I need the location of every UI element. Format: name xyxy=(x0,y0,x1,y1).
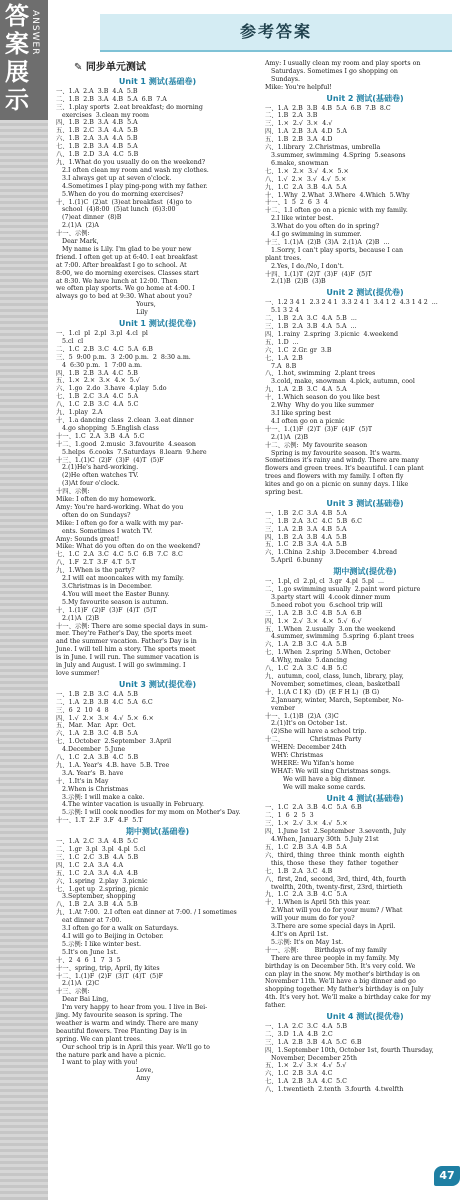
answer-line: friend. I often get up at 6:40. I eat breakfast xyxy=(56,253,198,261)
answer-line: love summer! xyxy=(56,669,100,677)
answer-line: 二、1.go swimming usually 2.paint word picture xyxy=(265,586,421,593)
answer-line: 4.Why, make 5.dancing xyxy=(265,657,348,665)
answer-line: 五、1.D ... xyxy=(265,338,299,346)
answer-line: 十三、1.(1)C (2)F (3)F (4)T (5)F xyxy=(56,456,164,464)
answer-line: 一、1.B 2.B 3.C 4.A 5.B xyxy=(56,690,138,698)
answer-line: 九、1.A 2.B 3.C 4.A 5.A xyxy=(265,386,347,394)
section-title: ✎ 同步单元测试 xyxy=(74,62,146,73)
answer-line: 5.April 6.bunny xyxy=(265,557,323,565)
right-blocks xyxy=(265,60,465,1094)
answer-line: 五、1.C 2.B 3.A 4.B 5.A xyxy=(265,844,347,851)
answer-line: beautiful flowers. Tree Planting Day is in xyxy=(56,1027,187,1035)
answer-line: 十、2 4 6 1 7 3 5 xyxy=(56,956,121,964)
answer-line: 3.Christmas is in December. xyxy=(56,583,153,590)
answer-line: 七、1.B 2.C 3.A 4.C 5.A xyxy=(56,393,139,401)
answer-line: We will have a big dinner. xyxy=(265,775,366,783)
answer-line: 7.A 8.B xyxy=(265,362,297,370)
answer-line: 8:00, we do morning exercises. Classes start xyxy=(56,269,199,277)
answer-line: 四、1.C 2.A 3.A 4.A xyxy=(56,861,124,869)
answer-line: 三、1.× 2.√ 3.× 4.√ xyxy=(265,120,333,128)
unit-title: Unit 2 测试(提优卷) xyxy=(326,288,404,298)
page-number: 47 xyxy=(434,1166,460,1186)
answer-line: 九、1.C 2.A 3.B 4.C 5.A xyxy=(265,891,348,899)
answer-line: 2.(1)It's on October 1st. xyxy=(265,720,348,728)
answer-line: 二、1.B 2.A 3.C 4.A 5.B ... xyxy=(265,315,357,323)
answer-line: 4.It's on April 1st. xyxy=(265,930,329,938)
answer-line: 十一、1.T 2.F 3.F 4.F 5.T xyxy=(56,817,143,825)
answer-line: 十一、1.(1)F (2)T (3)F (4)F (5)T xyxy=(265,425,373,433)
answer-line: vember xyxy=(265,704,296,712)
answer-line: 八、1.C 2.B 3.C 4.A 5.C xyxy=(56,401,139,409)
answer-line: 1.Sorry, I can't play sports, because I can xyxy=(265,246,404,254)
answer-line: 一、1.A 2.A 3.B 4.A 5.B xyxy=(56,87,138,95)
answer-line: 三、6 2 10 4 8 xyxy=(56,706,109,714)
answer-line: Mike: I often do my homework. xyxy=(56,496,156,504)
answer-line: 4 6:30 p.m. 1 7:00 a.m. xyxy=(56,361,143,369)
answer-line: 一、1.B 2.C 3.A 4.B 5.A xyxy=(265,509,347,517)
answer-line: 五、1.B 2.C 3.A 4.A 5.B xyxy=(56,127,138,135)
answer-line: Sundays. xyxy=(265,75,301,83)
answer-line: 七、1.C 2.A 3.C 4.C 5.C 6.B 7.C 8.C xyxy=(56,551,183,559)
answer-line: 二、1.C 2.B 3.C 4.C 5.A 6.B xyxy=(56,345,153,353)
answer-line: 十三、1.(1)A (2)B (3)A 2.(1)A (2)B ... xyxy=(265,238,390,246)
answer-line: 5.示例: I will cook noodles for my mom on Mother's Day. xyxy=(56,809,241,817)
answer-line: 四、1.rainy 2.spring 3.picnic 4.weekend xyxy=(265,330,399,338)
answer-line: 十、1.Why 2.What 3.Where 4.Which 5.Why xyxy=(265,191,410,199)
answer-line: (7)eat dinner (8)B xyxy=(56,214,122,222)
answer-line: 六、1.C 2.B 3.A 4.C xyxy=(265,1070,333,1078)
answer-line: 十一、示例: Birthdays of my family xyxy=(265,946,387,954)
unit-title: Unit 2 测试(基础卷) xyxy=(326,93,404,103)
answer-line: I want to play with you! xyxy=(56,1059,138,1067)
answer-line: Spring is my favourite season. It's warm. xyxy=(265,449,402,457)
answer-line: 九、1.What do you usually do on the weekend? xyxy=(56,158,206,166)
answer-line: jing. My favourite season is spring. The xyxy=(56,1012,183,1020)
answer-line: 5.1 3 2 4 xyxy=(265,307,300,315)
answer-line: 十一、示例: xyxy=(56,230,90,238)
answer-line: I'm very happy to hear from you. I live in Bei- xyxy=(56,1004,208,1012)
answer-line: WHY: Christmas xyxy=(265,752,324,760)
answer-line: spring. We can plant trees. xyxy=(56,1035,143,1043)
answer-line: 十、1.When is April 5th this year. xyxy=(265,899,371,907)
answer-line: twelfth, 20th, twenty-first, 23rd, thirtieth xyxy=(265,883,403,891)
answer-line: Mike: You're helpful! xyxy=(265,83,332,91)
answer-line: Dear Mark, xyxy=(56,238,99,246)
answer-line: 三、1.B 2.A 3.B 4.A 5.A ... xyxy=(265,323,357,330)
answer-line: 三、1.A 2.B 3.C 4.B 5.A 6.B xyxy=(265,609,362,617)
answer-line: at 7:00. After breakfast I go to school. At xyxy=(56,261,187,269)
answer-line: 2.(1)A (2)B xyxy=(265,433,309,441)
answer-line: 八、1.F 2.T 3.F 4.T 5.T xyxy=(56,559,136,567)
answer-line: eat dinner at 7:00. xyxy=(56,917,122,925)
answer-line: 5.示例: It's on May 1st. xyxy=(265,938,344,946)
answer-line: 八、1.B 2.A 3.B 4.A 5.B xyxy=(56,901,138,909)
answer-line: 2.I will eat mooncakes with my family. xyxy=(56,575,184,583)
answer-line: 四、1.√ 2.× 3.× 4.√ 5.× 6.× xyxy=(56,714,154,722)
answer-line: 七、1.B 2.A 3.C 4.B xyxy=(265,867,333,875)
answer-line: 十二、1.good 2.music 3.favourite 4.season xyxy=(56,440,196,448)
answer-line: November, December 25th xyxy=(265,1054,358,1062)
answer-line: always go to bed at 9:30. What about you? xyxy=(56,293,192,301)
answer-line: 2.Why Why do you like summer xyxy=(265,402,374,410)
answer-line: 4.The winter vacation is usually in February. xyxy=(56,801,205,809)
answer-line: 一、1.A 2.C 3.A 4.B 5.C xyxy=(56,838,139,846)
answer-line: 九、1.A. Year's 4.B. have 5.B. Tree xyxy=(56,761,170,769)
unit-title: Unit 1 测试(提优卷) xyxy=(118,319,197,329)
pencil-icon: ✎ xyxy=(74,62,86,73)
answer-line: and the summer vacation. Father's Day is in xyxy=(56,638,197,646)
page-banner xyxy=(100,14,452,52)
answer-line: in July and August. I will go swimming. I xyxy=(56,662,186,670)
answer-line: 二、1.B 2.B 3.A 4.B 5.A 6.B 7.A xyxy=(56,95,167,103)
answer-line: 四、1.× 2.√ 3.× 4.× 5.√ 6.√ xyxy=(265,617,362,625)
answer-line: We will make some cards. xyxy=(265,783,366,791)
answer-line: 3.There are some special days in April. xyxy=(265,923,396,931)
answer-line: 十二、 Christmas Party xyxy=(265,736,362,744)
answer-line: 五、1.× 2.× 3.× 4.× 5.√ xyxy=(56,377,140,385)
banner-title: 参考答案 xyxy=(239,22,312,41)
answer-line: 五、1.C 2.A 3.A 4.A 4.B xyxy=(56,869,138,877)
answer-line: 八、1.C 2.A 3.C 4.B 5.C xyxy=(265,665,348,673)
unit-title: Unit 3 测试(提优卷) xyxy=(118,679,197,689)
answer-line: Amy: You're hard-working. What do you xyxy=(56,503,184,511)
answer-line: 一、1.A 2.B 3.B 4.B 5.A 6.B 7.B 8.C xyxy=(265,104,391,112)
unit-title: 期中测试(提优卷) xyxy=(333,567,397,577)
answer-line: Lily xyxy=(56,309,148,317)
answer-line: 4.go shopping 5.English class xyxy=(56,424,159,432)
answer-line: 十、1.(1)C (2)at (3)eat breakfast (4)go to xyxy=(56,198,192,206)
answer-line: 八、1.C 2.A 3.B 4.C 5.B xyxy=(56,754,139,762)
answer-line: 三、1.× 2.√ 3.× 4.√ 5.× xyxy=(265,820,348,828)
answer-line: 十一、1 5 2 6 3 4 xyxy=(265,199,328,207)
answer-line: 一、1.C 2.A 3.B 4.C 5.A 6.B xyxy=(265,804,362,812)
answer-line: 3.I often go for a walk on Saturdays. xyxy=(56,925,179,933)
answer-line: 2.(1)He's hard-working. xyxy=(56,464,139,472)
answer-line: the nature park and have a picnic. xyxy=(56,1051,166,1059)
answer-line: 四、1.June 1st 2.September 3.seventh, July xyxy=(265,828,406,836)
answer-line: 2.What will you do for your mum? / What xyxy=(265,907,403,915)
answer-line: 十四、1.(1)T (2)T (3)F (4)F (5)T xyxy=(265,270,372,278)
unit-title: Unit 4 测试(基础卷) xyxy=(326,793,404,803)
answer-line: Yours, xyxy=(56,301,156,309)
answer-line: 2.(1)A (2)B xyxy=(56,614,100,622)
answer-line: Amy xyxy=(56,1075,151,1083)
answer-line: 4.I go swimming in summer. xyxy=(265,231,362,239)
answer-line: 3.party start will 4.cook dinner mum xyxy=(265,593,391,601)
left-blocks xyxy=(56,78,259,1083)
answer-line: Amy: I usually clean my room and play sports on xyxy=(265,60,421,67)
answer-line: school (4)8:00 (5)at lunch (6)3:00 xyxy=(56,206,176,214)
answer-line: 3.What do you often do in spring? xyxy=(265,223,380,231)
answer-line: 4.When, January 30th 5.July 21st xyxy=(265,836,379,844)
answer-line: 二、1.B 2.A 3.C 4.C 5.B 6.C xyxy=(265,517,362,525)
answer-line: 七、1.A 2.B xyxy=(265,354,303,362)
answer-line: 十二、示例: My favourite season xyxy=(265,441,368,449)
answer-line: 2.Yes, I do./No, I don't. xyxy=(265,262,344,270)
answer-line: 一、1.cl pl 2.pl 3.pl 4.cl pl xyxy=(56,330,148,337)
answer-line: kites and go on a picnic on sunny days. I like xyxy=(265,481,409,489)
answer-line: 六、1.China 2.ship 3.December 4.bread xyxy=(265,549,397,557)
answer-line: ents. Sometimes I watch TV. xyxy=(56,527,153,535)
answer-line: 六、1.A 2.B 3.C 4.A 5.B xyxy=(265,641,347,649)
answer-line: 五、1.When 2.usually 3.on the weekend xyxy=(265,625,396,633)
left-column xyxy=(56,60,259,1083)
answer-line: My name is Lily. I'm glad to be your new xyxy=(56,245,192,253)
answer-line: 六、1.library 2.Christmas, umbrella xyxy=(265,144,381,152)
answer-line: 六、1.go 2.do 3.have 4.play 5.do xyxy=(56,385,167,393)
answer-line: 十二、1.(1)F (2)F (3)T (4)T (5)F xyxy=(56,972,164,980)
answer-line: 一、1.2 3 4 1 2.3 2 4 1 3.3 2 4 1 3.4 1 2 4.3 1 4 2 ... xyxy=(265,299,438,307)
answer-line: 3.I always get up at seven o'clock. xyxy=(56,174,172,182)
answer-line: we often play sports. We go home at 4:00. I xyxy=(56,285,195,293)
answer-line: 三、1.C 2.C 3.B 4.A 5.B xyxy=(56,853,139,861)
answer-line: Love, xyxy=(56,1067,154,1075)
answer-line: 5.cl cl xyxy=(56,337,84,345)
answer-line: 3.summer, swimming 4.Spring 5.seasons xyxy=(265,151,406,159)
answer-line: 十、1.(1)F (2)F (3)F (4)T (5)T xyxy=(56,606,157,614)
answer-line: 4.December 5.June xyxy=(56,746,126,754)
answer-line: birthday is on December 5th. It's very cold. We xyxy=(265,962,416,970)
answer-line: 2.(1)A (2)A xyxy=(56,222,99,230)
answer-line: Our school trip is in April this year. We'll go to xyxy=(56,1043,210,1051)
answer-line: 2.January, winter, March, September, No- xyxy=(265,696,404,704)
right-column xyxy=(265,60,465,1094)
answer-line: Dear Bai Ling, xyxy=(56,996,109,1004)
unit-title: Unit 3 测试(基础卷) xyxy=(326,498,404,508)
answer-line: 五、1.× 2.√ 3.× 4.√ 5.√ xyxy=(265,1062,347,1070)
answer-line: 九、1.C 2.A 3.B 4.A 5.A xyxy=(265,183,347,191)
answer-line: 八、1.B 2.D 3.A 4.C 5.B xyxy=(56,151,139,159)
answer-line: There are three people in my family. My xyxy=(265,954,400,962)
answer-line: 一、1.pl, cl 2.pl, cl 3.gr 4.pl 5.pl ... xyxy=(265,578,384,586)
answer-line: 十、1.(A C I K) (D) (E F H L) (B G) xyxy=(265,688,380,696)
answer-line: 2.When is Christmas xyxy=(56,785,129,793)
answer-line: 十二、1.I often go on a picnic with my family. xyxy=(265,207,408,215)
answer-line: flowers and green trees. It's beautiful. I can plant xyxy=(265,465,424,473)
answer-line: 3.A. Year's B. have xyxy=(56,769,124,777)
answer-line: 6.make, snowman xyxy=(265,159,329,167)
answer-line: can play in the snow. My mother's birthday is on xyxy=(265,970,420,978)
answer-line: 七、1.October 2.September 3.April xyxy=(56,738,172,746)
answer-line: 六、1.B 2.A 3.A 4.A 5.B xyxy=(56,135,138,143)
answer-line: 三、1.play sports 2.eat breakfast; do morning xyxy=(56,103,203,111)
answer-line: 八、1.twentieth 2.tenth 3.fourth 4.twelfth xyxy=(265,1086,404,1094)
answer-line: 2.(1)A (2)C xyxy=(56,980,100,988)
answer-line: 七、1.× 2.× 3.√ 4.× 5.× xyxy=(265,167,349,175)
answer-line: 七、1.get up 2.spring, picnic xyxy=(56,885,149,893)
answer-line: (2)She will have a school trip. xyxy=(265,728,367,736)
answer-line: 十、1.a dancing class 2.clean 3.eat dinner xyxy=(56,416,194,424)
answer-line: weather is warm and windy. There are many xyxy=(56,1019,199,1027)
answer-line: 2.(1)B (2)B (3)B xyxy=(265,278,326,286)
answer-line: trees and flowers with my family. I often fly xyxy=(265,473,404,481)
answer-line: 九、1.At 7:00. 2.I often eat dinner at 7:00. / I sometimes xyxy=(56,909,237,917)
answer-line: 六、third, thing three think month eighth xyxy=(265,851,405,859)
answer-line: 5.helps 6.cooks 7.Saturdays 8.learn 9.here xyxy=(56,448,207,456)
answer-line: 5.示例: I like winter best. xyxy=(56,940,142,948)
unit-title: Unit 4 测试(提优卷) xyxy=(326,1012,404,1022)
answer-line: 四、1.A 2.B 3.A 4.D 5.A xyxy=(265,128,347,136)
answer-line: 十一、spring, trip, April, fly kites xyxy=(56,964,160,972)
answer-line: 4.summer, swimming 5.spring 6.plant trees xyxy=(265,633,414,641)
answer-line: at 8:30. We have lunch at 12:00. Then xyxy=(56,277,178,285)
answer-line: 5.need robot you 6.school trip will xyxy=(265,601,383,609)
answer-line: (2)He often watches TV. xyxy=(56,472,139,480)
answer-line: 九、autumn, cool, class, lunch, library, play, xyxy=(265,672,404,680)
answer-line: spring best. xyxy=(265,489,303,497)
answer-line: November 11th. We'll have a big dinner and go xyxy=(265,978,416,986)
answer-line: 三、1.A 2.B 3.B 4.A 5.C 6.B xyxy=(265,1038,362,1046)
side-title-en: ANSWER xyxy=(30,10,40,56)
answer-line: 二、3.D 1.A 4.B 2.C xyxy=(265,1030,333,1038)
answer-line: 4.Sometimes I play ping-pong with my father. xyxy=(56,182,208,190)
answer-line: 二、1.A 2.B 3.B 4.C 5.A 6.C xyxy=(56,698,153,706)
answer-line: 五、Mar. Mar. Apr. Oct. xyxy=(56,722,136,730)
unit-title: 期中测试(基础卷) xyxy=(125,827,190,837)
answer-line: 5.My favourite season is autumn. xyxy=(56,598,169,606)
answer-line: 2.I often clean my room and wash my clothes. xyxy=(56,166,209,174)
answer-line: 4.I often go on a picnic xyxy=(265,417,345,425)
answer-line: 十、1.It's in May xyxy=(56,777,109,785)
answer-line: 八、first, 2nd, second, 3rd, third, 4th, fourth xyxy=(265,875,407,883)
answer-line: (3)At four o'clock. xyxy=(56,480,120,488)
answer-line: 十一、示例: There are some special days in sum- xyxy=(56,622,208,630)
answer-line: shopping together. My father's birthday is on July xyxy=(265,986,424,994)
answer-line: 二、1 6 2 5 3 xyxy=(265,812,314,820)
answer-line: 八、1.√ 2.× 3.√ 4.√ 5.× xyxy=(265,175,347,183)
answer-line: 四、1.B 2.B 3.A 4.C 5.B xyxy=(56,369,138,377)
answer-line: often do on Sundays? xyxy=(56,511,131,519)
answer-line: 四、1.B 2.B 3.A 4.B 5.A xyxy=(56,119,138,127)
answer-line: Saturdays. Sometimes I go shopping on xyxy=(265,67,398,75)
answer-line: 4.I will go to Beijing in October. xyxy=(56,932,164,940)
answer-line: will your mum do for you? xyxy=(265,915,355,923)
answer-line: 十三、示例: xyxy=(56,988,90,996)
answer-line: Mike: I often go for a walk with my par- xyxy=(56,519,184,527)
answer-line: 六、1.spring 2.play 3.picnic xyxy=(56,877,148,885)
unit-title: Unit 1 测试(基础卷) xyxy=(118,76,197,86)
answer-line: plant trees. xyxy=(265,254,302,262)
answer-line: 四、1.B 2.A 3.B 4.A 5.B xyxy=(265,533,347,541)
answer-line: father. xyxy=(265,1002,286,1010)
left-margin-stripe xyxy=(0,0,48,1200)
answer-line: this, those these they father together xyxy=(265,859,399,867)
answer-line: 七、1.When 2.spring 5.When, October xyxy=(265,649,391,657)
answer-line: Mike: What do you often do on the weekend? xyxy=(56,543,201,551)
answer-line: WHAT: We will sing Christmas songs. xyxy=(265,767,391,775)
answer-line: Sometimes it's rainy and windy. There are many xyxy=(265,457,419,465)
answer-line: 七、1.B 2.B 3.A 4.B 5.A xyxy=(56,143,138,151)
answer-line: 一、1.A 2.C 3.C 4.A 5.B xyxy=(265,1022,348,1030)
answer-line: 八、1.hot, swimming 2.plant trees xyxy=(265,370,376,378)
answer-line: 5.When do you do morning exercises? xyxy=(56,190,184,198)
answer-line: 2.I like winter best. xyxy=(265,215,334,223)
side-title-block xyxy=(0,0,48,120)
answer-line: mer. They're Father's Day, the sports meet xyxy=(56,630,192,638)
answer-line: 六、1.A 2.B 3.C 4.B 5.A xyxy=(56,730,138,738)
answer-line: 三、1.A 2.B 3.A 4.B 5.A xyxy=(265,525,347,533)
answer-line: WHERE: Wu Yifan's home xyxy=(265,759,355,767)
answer-line: November, sometimes, clean, basketball xyxy=(265,680,400,688)
answer-line: 十、1.Which season do you like best xyxy=(265,394,380,402)
answer-line: 四、1.September 10th, October 1st, fourth Thursday, xyxy=(265,1046,434,1054)
answer-line: 5.It's on June 1st. xyxy=(56,948,118,956)
answer-line: 3.September, shopping xyxy=(56,893,136,901)
answer-line: exercises 3.clean my room xyxy=(56,111,149,119)
answer-line: 五、1.C 2.B 3.A 4.A 5.B xyxy=(265,541,347,549)
side-title-cn: 答案展示 xyxy=(5,2,29,114)
answer-line: 4th. It's very hot. We'll make a birthday cake for my xyxy=(265,994,431,1002)
answer-line: 七、1.A 2.B 3.A 4.C 5.C xyxy=(265,1078,348,1086)
answer-line: 五、1.B 2.B 3.A 4.D xyxy=(265,136,333,144)
answer-line: 二、1.gr 3.pl 3.pl 4.pl 5.cl xyxy=(56,846,146,853)
answer-line: 4.You will meet the Easter Bunny. xyxy=(56,590,170,598)
answer-line: 三、5 9:00 p.m. 3 2:00 p.m. 2 8:30 a.m. xyxy=(56,353,191,361)
answer-line: 3.cold, make, snowman 4.pick, autumn, cool xyxy=(265,378,415,386)
answer-line: 九、1.play 2.A xyxy=(56,409,103,417)
answer-line: 3.I like spring best xyxy=(265,409,331,417)
answer-line: Amy: Sounds great! xyxy=(56,535,120,543)
answer-line: 十一、1.C 2.A 3.B 4.A 5.C xyxy=(56,432,145,440)
answer-line: is in June. I will run. The summer vacation is xyxy=(56,654,199,662)
answer-line: 二、1.B 2.A 3.B xyxy=(265,112,318,120)
answer-line: 十一、1.(1)B (2)A (3)C xyxy=(265,712,339,720)
answer-line: June. I will tell him a story. The sports meet xyxy=(56,646,196,654)
answer-line: 六、1.C 2.Gr. gr 3.B xyxy=(265,346,332,354)
answer-line: 九、1.When is the party? xyxy=(56,567,135,575)
answer-line: WHEN: December 24th xyxy=(265,744,347,752)
answer-line: 十四、示例: xyxy=(56,488,90,496)
answer-line: 3.示例: I will make a cake. xyxy=(56,793,145,801)
